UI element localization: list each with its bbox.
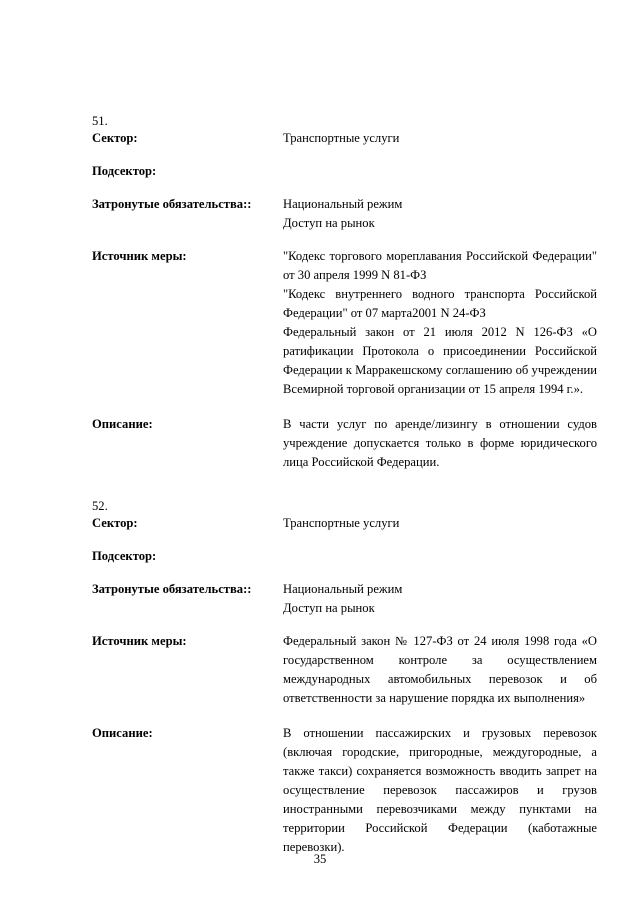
subsector-row	[92, 162, 597, 181]
sector-label: Сектор:	[92, 516, 138, 530]
obligation-item: Национальный режим	[283, 582, 403, 596]
obligations-label: Затронутые обязательства::	[92, 197, 252, 211]
source-row	[92, 632, 597, 708]
page-number: 35	[313, 852, 327, 866]
obligation-item: Национальный режим	[283, 197, 403, 211]
subsector-value	[283, 547, 597, 566]
entry-51	[92, 113, 597, 472]
sector-value: Транспортные услуги	[283, 516, 400, 530]
description-label: Описание:	[92, 417, 153, 431]
obligations-row	[92, 195, 597, 233]
source-paragraph: Федеральный закон от 21 июля 2012 N 126-ФЗ «О ратификации Протокола о присоединении Российской Федерации к Марракешскому соглашению об учреждении Всемирной торговой организации от 15 апреля 1994 г.».	[283, 325, 597, 396]
sector-value: Транспортные услуги	[283, 131, 400, 145]
description-text: В отношении пассажирских и грузовых перевозок (включая городские, пригородные, междугородные, а также такси) сохраняется возможность вводить запрет на осуществление перевозок пассажиров и грузов иностранными перевозчиками между пунктами на территории Российской Федерации (каботажные перевозки).	[283, 726, 597, 854]
sector-label: Сектор:	[92, 131, 138, 145]
obligation-item: Доступ на рынок	[283, 216, 375, 230]
source-row	[92, 247, 597, 399]
entry-52	[92, 498, 597, 857]
subsector-row	[92, 547, 597, 566]
description-row	[92, 415, 597, 472]
source-paragraph: Федеральный закон № 127-ФЗ от 24 июля 1998 года «О государственном контроле за осуществлением международных автомобильных перевозок и об ответственности за нарушение порядка их выполнения»	[283, 634, 597, 705]
obligations-row	[92, 580, 597, 618]
source-label: Источник меры:	[92, 249, 187, 263]
entry-number: 51.	[92, 114, 108, 128]
description-row	[92, 724, 597, 857]
subsector-label: Подсектор:	[92, 164, 157, 178]
subsector-label: Подсектор:	[92, 549, 157, 563]
description-label: Описание:	[92, 726, 153, 740]
source-paragraph: "Кодекс торгового мореплавания Российской Федерации" от 30 апреля 1999 N 81-ФЗ	[283, 249, 597, 282]
description-text: В части услуг по аренде/лизингу в отношении судов учреждение допускается только в форме юридического лица Российской Федерации.	[283, 417, 597, 469]
source-paragraph: "Кодекс внутреннего водного транспорта Российской Федерации" от 07 марта2001 N 24-ФЗ	[283, 287, 597, 320]
subsector-value	[283, 162, 597, 181]
sector-row	[92, 514, 597, 533]
sector-row	[92, 129, 597, 148]
entry-number: 52.	[92, 499, 108, 513]
obligations-label: Затронутые обязательства::	[92, 582, 252, 596]
source-label: Источник меры:	[92, 634, 187, 648]
obligation-item: Доступ на рынок	[283, 601, 375, 615]
